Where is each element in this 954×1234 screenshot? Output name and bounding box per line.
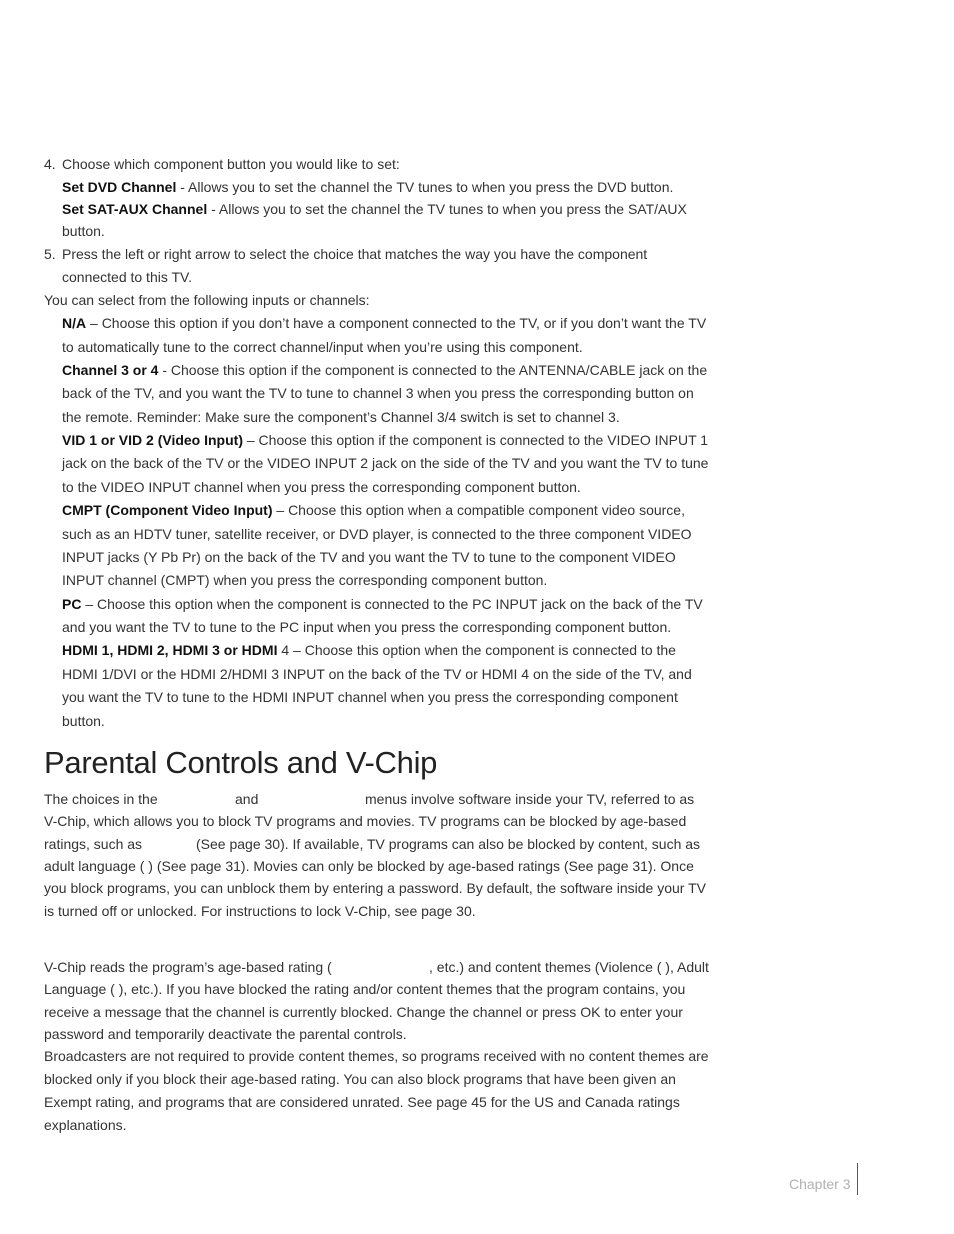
option-description: - Choose this option if the component is connected to the ANTENNA/CABLE jack on the [158, 362, 708, 378]
input-option-hdmi [62, 640, 676, 660]
input-option-cmpt [62, 500, 685, 520]
option-description-continued: to automatically tune to the correct channel/input when you’re using this component. [62, 339, 583, 355]
footer-divider [857, 1163, 858, 1195]
option-label: PC [62, 596, 82, 612]
option-description-continued: and you want the TV to tune to the PC input when you press the corresponding component button. [62, 619, 672, 635]
option-description: – Choose this option if you don’t have a component connected to the TV, or if you don’t want the TV [86, 315, 707, 331]
step-4-text: Choose which component button you would like to set: [62, 156, 400, 172]
paragraph-text: Language ( ), etc.). If you have blocked the rating and/or content themes that the program contains, you [44, 981, 686, 997]
option-description-continued: such as an HDTV tuner, satellite receiver, or DVD player, is connected to the three component VIDEO [62, 526, 692, 542]
option-label: Set SAT-AUX Channel [62, 201, 208, 217]
option-description-continued: INPUT channel (CMPT) when you press the corresponding component button. [62, 572, 548, 588]
option-label: HDMI 1, HDMI 2, HDMI 3 or HDMI [62, 642, 278, 658]
paragraph-text: (See page 30). If available, TV programs can also be blocked by content, such as [196, 836, 701, 852]
step-5-text: Press the left or right arrow to select the choice that matches the way you have the component [62, 246, 648, 262]
paragraph-text: receive a message that the channel is currently blocked. Change the channel or press OK to enter your [44, 1004, 683, 1020]
paragraph-text: V-Chip, which allows you to block TV programs and movies. TV programs can be blocked by age-based [44, 813, 687, 829]
paragraph-text: and [235, 791, 259, 807]
step-5-number: 5. [44, 246, 56, 262]
option-description: – Choose this option when a compatible component video source, [272, 502, 685, 518]
input-option-na [62, 313, 706, 333]
paragraph-text: menus involve software inside your TV, referred to as [365, 791, 695, 807]
paragraph-text: explanations. [44, 1117, 127, 1133]
option-description-continued: the remote. Reminder: Make sure the component’s Channel 3/4 switch is set to channel 3. [62, 409, 620, 425]
paragraph-text: adult language ( ) (See page 31). Movies can only be blocked by age-based ratings (See page 31). Once [44, 858, 694, 874]
option-description-continued: back of the TV, and you want the TV to tune to channel 3 when you press the corresponding button on [62, 385, 694, 401]
option-label: N/A [62, 315, 87, 331]
option-label: CMPT (Component Video Input) [62, 502, 273, 518]
paragraph-text: blocked only if you block their age-based rating. You can also block programs that have been given an [44, 1071, 676, 1087]
paragraph-text: ratings, such as [44, 836, 143, 852]
option-description-continued: jack on the back of the TV or the VIDEO INPUT 2 jack on the side of the TV and you want the TV to tune [62, 455, 709, 471]
option-set-dvd-channel [62, 177, 673, 197]
option-description-continued: HDMI 1/DVI or the HDMI 2/HDMI 3 INPUT on the back of the TV or HDMI 4 on the side of the TV, and [62, 666, 692, 682]
option-label: VID 1 or VID 2 (Video Input) [62, 432, 243, 448]
option-set-sat-aux-channel [62, 199, 687, 219]
paragraph-text: V-Chip reads the program’s age-based rating ( [44, 959, 332, 975]
option-description-continued: button. [62, 713, 105, 729]
paragraph-text: Exempt rating, and programs that are considered unrated. See page 45 for the US and Canada ratings [44, 1094, 680, 1110]
input-option-vid [62, 430, 708, 450]
option-label: Channel 3 or 4 [62, 362, 159, 378]
chapter-label: Chapter 3 [789, 1176, 851, 1192]
option-description-continued: button. [62, 223, 105, 239]
paragraph-text: , etc.) and content themes (Violence ( ), Adult [429, 959, 709, 975]
option-description: – Choose this option when the component is connected to the PC INPUT jack on the back of the TV [81, 596, 703, 612]
paragraph-text: you block programs, you can unblock them by entering a password. By default, the software inside your TV [44, 880, 706, 896]
option-description: - Allows you to set the channel the TV tunes to when you press the SAT/AUX [207, 201, 687, 217]
option-description: – Choose this option if the component is connected to the VIDEO INPUT 1 [242, 432, 709, 448]
option-description-continued: INPUT jacks (Y Pb Pr) on the back of the TV and you want the TV to tune to the component VIDEO [62, 549, 676, 565]
option-description-continued: to the VIDEO INPUT channel when you press the corresponding component button. [62, 479, 581, 495]
option-description-continued: you want the TV to tune to the HDMI INPUT channel when you press the corresponding component [62, 689, 678, 705]
input-option-pc [62, 594, 703, 614]
paragraph-text: is turned off or unlocked. For instructions to lock V-Chip, see page 30. [44, 903, 476, 919]
section-title: Parental Controls and V-Chip [44, 745, 438, 780]
paragraph-text: Broadcasters are not required to provide content themes, so programs received with no content themes are [44, 1048, 709, 1064]
step-4-number: 4. [44, 156, 56, 172]
step-5-text-continued: connected to this TV. [62, 269, 192, 285]
input-option-channel-3-or-4 [62, 360, 707, 380]
option-label: Set DVD Channel [62, 179, 177, 195]
paragraph-text: password and temporarily deactivate the parental controls. [44, 1026, 407, 1042]
option-description: 4 – Choose this option when the component is connected to the [277, 642, 676, 658]
option-description: - Allows you to set the channel the TV tunes to when you press the DVD button. [176, 179, 674, 195]
inputs-intro: You can select from the following inputs or channels: [44, 292, 370, 308]
paragraph-text: The choices in the [44, 791, 158, 807]
